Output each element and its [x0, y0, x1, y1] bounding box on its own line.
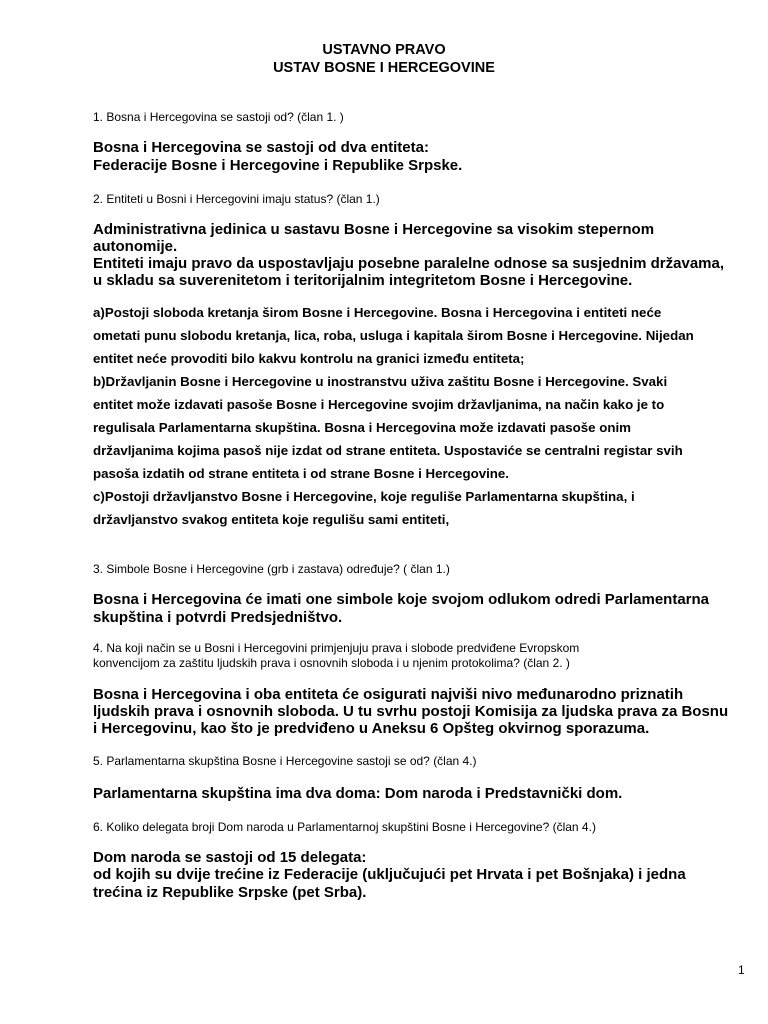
- answer-2-line-1: Administrativna jedinica u sastavu Bosne i Hercegovine sa visokim stepernom: [93, 221, 655, 238]
- answer-1-line-2: Federacije Bosne i Hercegovine i Republike Srpske.: [93, 157, 463, 174]
- detail-line: entitet može izdavati pasoše Bosne i Hercegovine svojim državljanima, na način kako je to: [93, 397, 665, 412]
- answer-4-line-2: ljudskih prava i osnovnih sloboda. U tu svrhu postoji Komisija za ljudska prava za Bosnu: [93, 703, 729, 720]
- document-subtitle: USTAV BOSNE I HERCEGOVINE: [273, 60, 495, 76]
- detail-line: b)Državljanin Bosne i Hercegovine u inostranstvu uživa zaštitu Bosne i Hercegovine. Svaki: [93, 374, 668, 389]
- detail-line: a)Postoji sloboda kretanja širom Bosne i Hercegovine. Bosna i Hercegovina i entiteti neće: [93, 305, 662, 320]
- answer-6-line-2: od kojih su dvije trećine iz Federacije (uključujući pet Hrvata i pet Bošnjaka) i jedna: [93, 866, 686, 883]
- question-4-line-1: 4. Na koji način se u Bosni i Hercegovini primjenjuju prava i slobode predviđene Evropskom: [93, 641, 580, 655]
- document-title: USTAVNO PRAVO: [322, 42, 446, 58]
- answer-4-line-1: Bosna i Hercegovina i oba entiteta će osigurati najviši nivo međunarodno priznatih: [93, 686, 684, 703]
- question-4-line-2: konvencijom za zaštitu ljudskih prava i osnovnih sloboda i u njenim protokolima? (član 2. ): [93, 656, 570, 670]
- answer-5-line-1: Parlamentarna skupština ima dva doma: Dom naroda i Predstavnički dom.: [93, 785, 623, 802]
- answer-6-line-1: Dom naroda se sastoji od 15 delegata:: [93, 849, 367, 866]
- detail-line: državljanima kojima pasoš nije izdat od strane entiteta. Uspostaviće se centralni registar svih: [93, 443, 683, 458]
- question-2: 2. Entiteti u Bosni i Hercegovini imaju status? (član 1.): [93, 192, 380, 206]
- page-number: 1: [738, 963, 745, 977]
- answer-6-line-3: trećina iz Republike Srpske (pet Srba).: [93, 884, 367, 901]
- question-6: 6. Koliko delegata broji Dom naroda u Parlamentarnoj skupštini Bosne i Hercegovine? (član 4.): [93, 820, 596, 834]
- detail-line: entitet neće provoditi bilo kakvu kontrolu na granici između entiteta;: [93, 351, 525, 366]
- question-1: 1. Bosna i Hercegovina se sastoji od? (član 1. ): [93, 110, 344, 124]
- detail-line: pasoša izdatih od strane entiteta i od strane Bosne i Hercegovine.: [93, 466, 510, 481]
- answer-4-line-3: i Hercegovinu, kao što je predviđeno u Aneksu 6 Opšteg okvirnog sporazuma.: [93, 720, 650, 737]
- detail-line: ometati punu slobodu kretanja, lica, roba, usluga i kapitala širom Bosne i Hercegovine. Nijedan: [93, 328, 694, 343]
- answer-1-line-1: Bosna i Hercegovina se sastoji od dva entiteta:: [93, 139, 429, 156]
- question-3: 3. Simbole Bosne i Hercegovine (grb i zastava) određuje? ( član 1.): [93, 562, 450, 576]
- answer-2-line-4: u skladu sa suverenitetom i teritorijalnim integritetom Bosne i Hercegovine.: [93, 272, 633, 289]
- detail-line: c)Postoji državljanstvo Bosne i Hercegovine, koje reguliše Parlamentarna skupština, i: [93, 489, 635, 504]
- answer-2-line-3: Entiteti imaju pravo da uspostavljaju posebne paralelne odnose sa susjednim državama,: [93, 255, 725, 272]
- detail-line: regulisala Parlamentarna skupština. Bosna i Hercegovina može izdavati pasoše onim: [93, 420, 631, 435]
- answer-3-line-2: skupština i potvrdi Predsjedništvo.: [93, 609, 343, 626]
- answer-3-line-1: Bosna i Hercegovina će imati one simbole koje svojom odlukom odredi Parlamentarna: [93, 591, 710, 608]
- answer-2-line-2: autonomije.: [93, 238, 178, 255]
- question-5: 5. Parlamentarna skupština Bosne i Hercegovine sastoji se od? (član 4.): [93, 754, 477, 768]
- detail-line: državljanstvo svakog entiteta koje regulišu sami entiteti,: [93, 512, 450, 527]
